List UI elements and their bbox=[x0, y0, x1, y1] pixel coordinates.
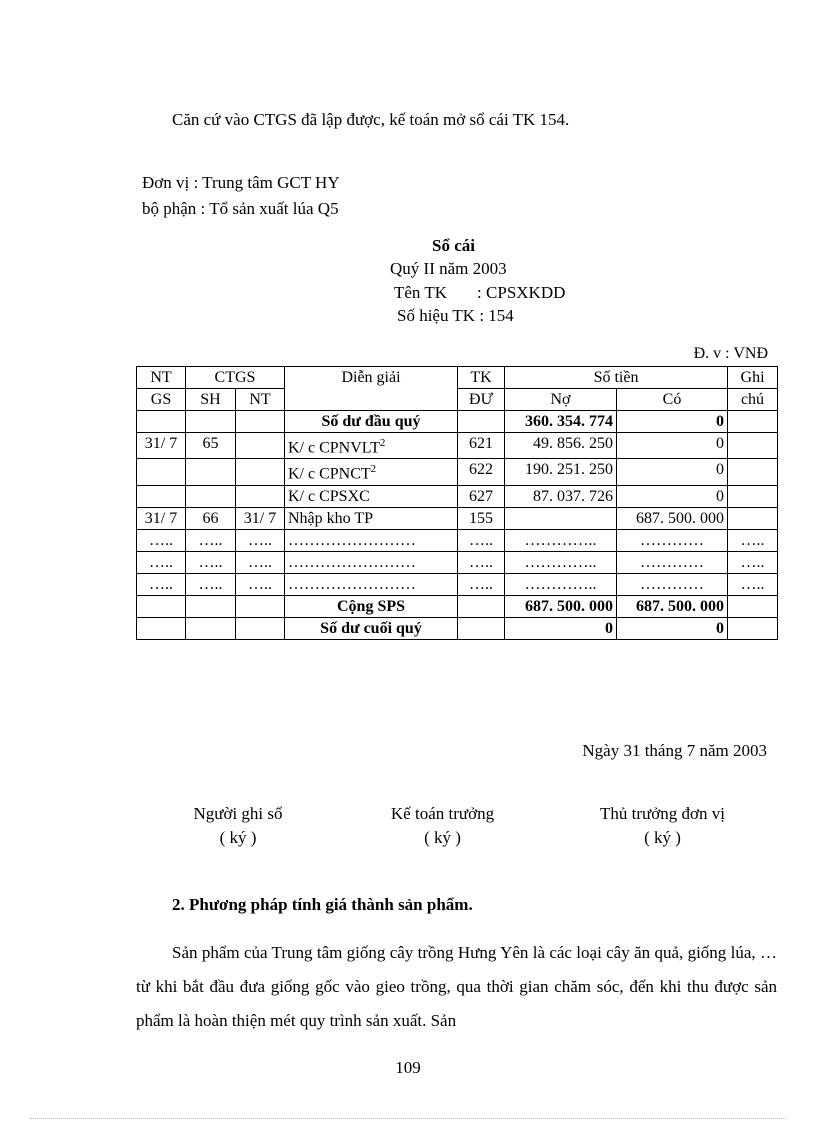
description-text: …………………… bbox=[288, 553, 416, 571]
table-row bbox=[137, 433, 778, 459]
cell-credit: 0 bbox=[617, 617, 728, 639]
description-text: Số dư cuối quý bbox=[320, 619, 422, 637]
ledger-quarter: Quý II năm 2003 bbox=[390, 259, 507, 278]
ledger-account-name-value: : CPSXKDD bbox=[477, 283, 566, 302]
cell-tk-du: ….. bbox=[458, 529, 505, 551]
cell-credit: 0 bbox=[617, 459, 728, 485]
ledger-table bbox=[136, 366, 778, 640]
cell-credit: ………… bbox=[617, 529, 728, 551]
ledger-account-name bbox=[394, 283, 565, 303]
cell-nt bbox=[236, 411, 285, 433]
table-row bbox=[137, 411, 778, 433]
ledger-title: Sổ cái bbox=[432, 236, 475, 255]
description-text: K/ c CPNVLT bbox=[288, 439, 380, 457]
cell-nt-gs: ….. bbox=[137, 529, 186, 551]
cell-credit: ………… bbox=[617, 573, 728, 595]
header-ghi: Ghi bbox=[728, 367, 778, 389]
description-text: …………………… bbox=[288, 531, 416, 549]
cell-nt bbox=[236, 595, 285, 617]
cell-description bbox=[285, 459, 458, 485]
cell-nt-gs bbox=[137, 485, 186, 507]
cell-debit: 49. 856. 250 bbox=[505, 433, 617, 459]
cell-description bbox=[285, 551, 458, 573]
cell-credit: 687. 500. 000 bbox=[617, 595, 728, 617]
cell-sh bbox=[186, 617, 236, 639]
cell-note: ….. bbox=[728, 573, 778, 595]
description-text: K/ c CPSXC bbox=[288, 487, 370, 505]
header-sh: SH bbox=[186, 389, 236, 411]
cell-note bbox=[728, 595, 778, 617]
header-tk-bottom: ĐƯ bbox=[458, 389, 505, 411]
header-dien-giai-bottom bbox=[285, 389, 458, 411]
cell-debit: 360. 354. 774 bbox=[505, 411, 617, 433]
cell-credit: ………… bbox=[617, 551, 728, 573]
table-row bbox=[137, 529, 778, 551]
table-row bbox=[137, 595, 778, 617]
cell-sh: ….. bbox=[186, 573, 236, 595]
department-line: bộ phận : Tổ sản xuất lúa Q5 bbox=[142, 199, 339, 218]
cell-tk-du: 155 bbox=[458, 507, 505, 529]
page-number: 109 bbox=[395, 1058, 421, 1077]
cell-sh: ….. bbox=[186, 551, 236, 573]
cell-tk-du: ….. bbox=[458, 573, 505, 595]
cell-nt-gs: ….. bbox=[137, 551, 186, 573]
description-text: Cộng SPS bbox=[336, 597, 406, 615]
cell-debit: 190. 251. 250 bbox=[505, 459, 617, 485]
signature-head-of-unit bbox=[580, 802, 745, 850]
cell-debit bbox=[505, 507, 617, 529]
cell-sh bbox=[186, 459, 236, 485]
paragraph-text: Sản phẩm của Trung tâm giống cây trồng Hưng Yên là các loại cây ăn quả, giống lúa, … từ khi bắt đầu đưa giống gốc vào gieo trồng, qua thời gian chăm sóc, đến khi thu được sản phẩm là hoàn thiện mét quy trình sản xuất. Sản bbox=[136, 943, 777, 1030]
cell-note bbox=[728, 433, 778, 459]
cell-note bbox=[728, 507, 778, 529]
cell-note bbox=[728, 617, 778, 639]
cell-description bbox=[285, 573, 458, 595]
header-ctgs: CTGS bbox=[186, 367, 285, 389]
cell-debit: 687. 500. 000 bbox=[505, 595, 617, 617]
cell-credit: 687. 500. 000 bbox=[617, 507, 728, 529]
cell-nt: ….. bbox=[236, 551, 285, 573]
cell-note bbox=[728, 459, 778, 485]
signature-sign: ( ký ) bbox=[219, 828, 257, 847]
ledger-account-code: Số hiệu TK : 154 bbox=[397, 306, 514, 325]
cell-note bbox=[728, 485, 778, 507]
cell-credit: 0 bbox=[617, 433, 728, 459]
cell-nt-gs: 31/ 7 bbox=[137, 433, 186, 459]
signature-role: Kế toán trưởng bbox=[390, 804, 495, 823]
cell-tk-du: 627 bbox=[458, 485, 505, 507]
cell-description bbox=[285, 529, 458, 551]
cell-nt-gs bbox=[137, 459, 186, 485]
cell-tk-du: 622 bbox=[458, 459, 505, 485]
cell-nt: ….. bbox=[236, 529, 285, 551]
description-text: Số dư đầu quý bbox=[321, 413, 421, 430]
currency-unit: Đ. v : VNĐ bbox=[693, 345, 768, 362]
body-paragraph bbox=[136, 936, 777, 1038]
cell-note bbox=[728, 411, 778, 433]
header-co: Có bbox=[617, 389, 728, 411]
header-ghi-bottom: chú bbox=[728, 389, 778, 411]
footer-divider bbox=[30, 1118, 786, 1119]
date-line: Ngày 31 tháng 7 năm 2003 bbox=[582, 741, 767, 760]
table-row bbox=[137, 459, 778, 485]
cell-nt-gs: ….. bbox=[137, 573, 186, 595]
signature-role: Người ghi sổ bbox=[193, 804, 283, 823]
cell-description bbox=[285, 485, 458, 507]
cell-debit: ………….. bbox=[505, 529, 617, 551]
table-row bbox=[137, 617, 778, 639]
cell-nt-gs bbox=[137, 617, 186, 639]
signature-chief-accountant bbox=[375, 802, 510, 850]
cell-note: ….. bbox=[728, 551, 778, 573]
table-row bbox=[137, 507, 778, 529]
description-superscript: 2 bbox=[370, 463, 377, 476]
cell-description bbox=[285, 617, 458, 639]
cell-tk-du bbox=[458, 411, 505, 433]
header-no: Nợ bbox=[505, 389, 617, 411]
cell-nt: 31/ 7 bbox=[236, 507, 285, 529]
table-row bbox=[137, 551, 778, 573]
cell-description bbox=[285, 595, 458, 617]
cell-sh bbox=[186, 595, 236, 617]
header-so-tien: Số tiền bbox=[505, 367, 728, 389]
cell-description bbox=[285, 411, 458, 433]
cell-nt-gs bbox=[137, 595, 186, 617]
cell-sh: 65 bbox=[186, 433, 236, 459]
cell-nt-gs bbox=[137, 411, 186, 433]
cell-nt: ….. bbox=[236, 573, 285, 595]
cell-description bbox=[285, 433, 458, 459]
cell-credit: 0 bbox=[617, 411, 728, 433]
cell-debit: ………….. bbox=[505, 551, 617, 573]
table-row bbox=[137, 573, 778, 595]
table-row bbox=[137, 485, 778, 507]
description-text: K/ c CPNCT bbox=[288, 465, 371, 483]
cell-tk-du bbox=[458, 617, 505, 639]
cell-nt bbox=[236, 617, 285, 639]
cell-tk-du: 621 bbox=[458, 433, 505, 459]
unit-line: Đơn vị : Trung tâm GCT HY bbox=[142, 173, 340, 192]
signature-sign: ( ký ) bbox=[644, 828, 681, 847]
cell-sh: ….. bbox=[186, 529, 236, 551]
intro-text: Căn cứ vào CTGS đã lập được, kế toán mở sổ cái TK 154. bbox=[172, 110, 570, 129]
signature-sign: ( ký ) bbox=[424, 828, 461, 847]
cell-sh bbox=[186, 411, 236, 433]
ledger-account-name-label: Tên TK bbox=[394, 283, 448, 302]
section-heading: 2. Phương pháp tính giá thành sản phẩm. bbox=[172, 895, 473, 914]
cell-tk-du bbox=[458, 595, 505, 617]
cell-credit: 0 bbox=[617, 485, 728, 507]
header-dien-giai: Diễn giải bbox=[285, 367, 458, 389]
cell-debit: 0 bbox=[505, 617, 617, 639]
signature-role: Thủ trưởng đơn vị bbox=[600, 804, 725, 823]
cell-description bbox=[285, 507, 458, 529]
cell-nt bbox=[236, 459, 285, 485]
header-tk: TK bbox=[458, 367, 505, 389]
description-superscript: 2 bbox=[379, 437, 386, 449]
table-header-row bbox=[137, 367, 778, 389]
cell-nt bbox=[236, 485, 285, 507]
cell-debit: 87. 037. 726 bbox=[505, 485, 617, 507]
table-subheader-row bbox=[137, 389, 778, 411]
description-text: Nhập kho TP bbox=[288, 509, 374, 527]
cell-tk-du: ….. bbox=[458, 551, 505, 573]
cell-nt bbox=[236, 433, 285, 459]
cell-note: ….. bbox=[728, 529, 778, 551]
signature-recorder bbox=[178, 802, 298, 850]
header-ntgs-bottom: GS bbox=[137, 389, 186, 411]
header-nt: NT bbox=[236, 389, 285, 411]
cell-sh: 66 bbox=[186, 507, 236, 529]
description-text: …………………… bbox=[288, 575, 416, 593]
cell-sh bbox=[186, 485, 236, 507]
cell-debit: ………….. bbox=[505, 573, 617, 595]
header-ntgs: NT bbox=[137, 367, 186, 389]
cell-nt-gs: 31/ 7 bbox=[137, 507, 186, 529]
